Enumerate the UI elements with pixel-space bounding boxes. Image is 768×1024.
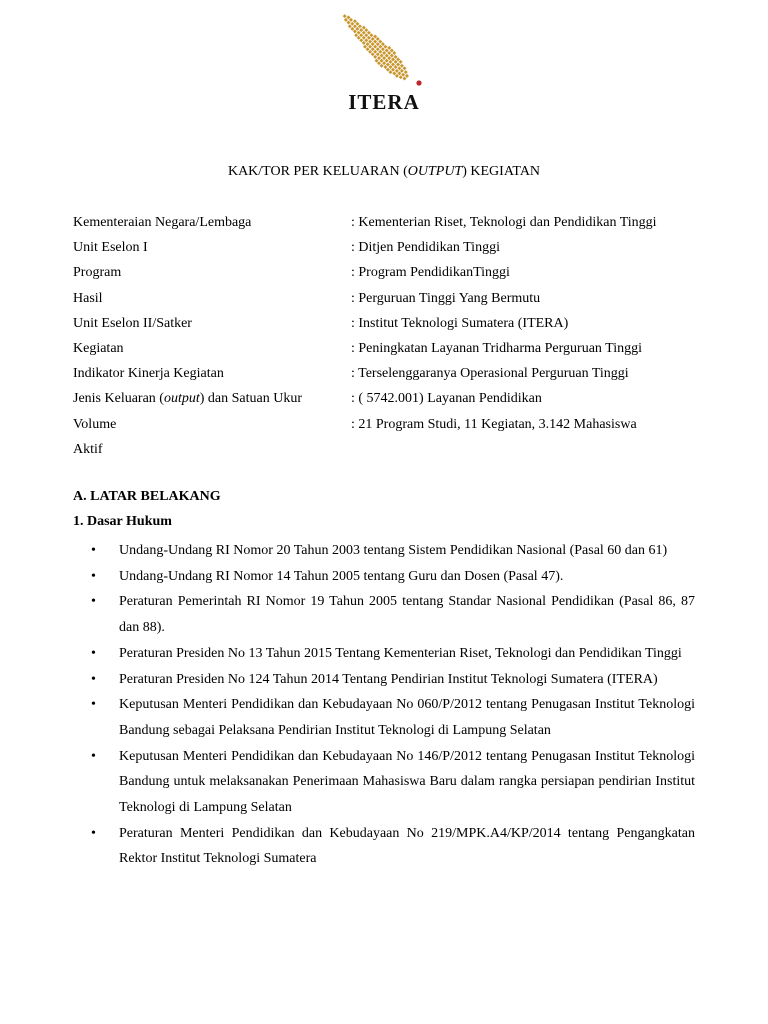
logo-dot: [367, 31, 371, 35]
meta-row: [73, 289, 733, 314]
bullet-icon: •: [91, 697, 96, 713]
logo-dot: [405, 74, 409, 78]
logo-dot: [403, 77, 407, 81]
logo-dot: [378, 45, 382, 49]
logo-dot: [386, 68, 390, 72]
logo-dot: [396, 63, 400, 67]
logo-dot: [376, 42, 380, 46]
list-item-text: Peraturan Presiden No 124 Tahun 2014 Tentang Pendirian Institut Teknologi Sumatera (ITERA): [119, 671, 658, 687]
logo-dot: [355, 27, 359, 31]
list-item-text: Undang-Undang RI Nomor 20 Tahun 2003 tentang Sistem Pendidikan Nasional (Pasal 60 dan 61): [119, 543, 668, 558]
logo-dot: [382, 56, 386, 60]
logo-dot: [357, 36, 361, 40]
logo-dot: [395, 69, 399, 73]
logo-dot: [375, 59, 379, 63]
list-item: [73, 589, 695, 640]
meta-value: : Peningkatan Layanan Tridharma Perguruan Tinggi: [351, 340, 642, 356]
meta-value: : Institut Teknologi Sumatera (ITERA): [351, 315, 569, 331]
logo-dot: [371, 37, 375, 41]
logo-dot: [353, 19, 357, 23]
logo-dot: [353, 24, 357, 28]
list-item: [73, 667, 695, 693]
meta-row: [73, 263, 733, 288]
meta-label-italic: output: [163, 391, 200, 407]
meta-label: Indikator Kinerja Kegiatan: [73, 366, 224, 382]
logo-dot: [400, 69, 404, 73]
logo-dot: [350, 27, 354, 31]
meta-label: Aktif: [73, 441, 103, 457]
logo-dot: [369, 33, 373, 37]
meta-value: : 21 Program Studi, 11 Kegiatan, 3.142 Mahasiswa: [351, 416, 637, 432]
logo-dot: [383, 45, 387, 49]
logo-dot: [368, 45, 372, 49]
logo-dot: [390, 54, 394, 58]
title-suffix: ) KEGIATAN: [462, 164, 541, 179]
logo-text: ITERA: [348, 90, 420, 114]
meta-row: [73, 339, 733, 364]
logo-dot: [389, 65, 393, 69]
meta-value: : Kementerian Riset, Teknologi dan Pendidikan Tinggi: [351, 215, 657, 230]
meta-label: Program: [73, 265, 122, 281]
logo-dot: [347, 21, 351, 25]
meta-label: Hasil: [73, 290, 103, 306]
list-item: [73, 564, 695, 590]
meta-row: [73, 314, 733, 339]
logo-dot: [377, 56, 381, 60]
logo-dot: [371, 42, 375, 46]
logo-dot: [391, 63, 395, 67]
logo-dot: [383, 65, 387, 69]
logo-dot: [394, 60, 398, 64]
meta-value: : Terselenggaranya Operasional Perguruan Tinggi: [351, 366, 629, 382]
logo-dot: [385, 59, 389, 63]
meta-value: : Ditjen Pendidikan Tinggi: [351, 240, 500, 256]
itera-logo: [328, 10, 440, 118]
logo-dot: [357, 31, 361, 35]
logo-dot: [385, 54, 389, 58]
logo-dot: [355, 22, 359, 26]
title-prefix: KAK/TOR PER KELUARAN (: [227, 164, 408, 179]
logo-dot: [389, 70, 393, 74]
logo-dot: [404, 70, 408, 74]
logo-dot: [364, 38, 368, 42]
logo-dot: [354, 33, 358, 37]
logo-dot: [373, 45, 377, 49]
list-item: [73, 744, 695, 821]
logo-dot: [373, 55, 377, 59]
logo-dot: [395, 74, 399, 78]
meta-row: [73, 213, 733, 238]
logo-dot: [362, 26, 366, 30]
bullet-icon: •: [91, 645, 96, 661]
meta-label: Unit Eselon I: [73, 240, 148, 256]
logo-dot: [397, 71, 401, 75]
logo-dot: [376, 47, 380, 51]
logo-dot: [385, 49, 389, 53]
bullet-icon: •: [91, 543, 96, 558]
page-title: [0, 164, 768, 180]
logo-dot: [349, 18, 353, 22]
meta-row: [73, 238, 733, 263]
logo-dot: [362, 36, 366, 40]
logo-dot: [399, 60, 403, 64]
logo-dot: [371, 52, 375, 56]
list-item-text: Peraturan Menteri Pendidikan dan Kebudayaan No 219/MPK.A4/KP/2014 tentang Pengangkatan Rektor Institut Teknologi Sumatera: [119, 825, 695, 867]
logo-dot: [348, 24, 352, 28]
logo-dot: [378, 50, 382, 54]
logo-dot: [397, 66, 401, 70]
list-item: [73, 641, 695, 667]
logo-dot: [364, 28, 368, 32]
meta-label: Kementeraian Negara/Lembaga: [73, 215, 252, 230]
logo-dot: [344, 18, 348, 22]
bullet-icon: •: [91, 748, 96, 764]
logo-dot: [359, 28, 363, 32]
logo-dot: [363, 45, 367, 49]
logo-dot: [392, 71, 396, 75]
logo-dot: [380, 64, 384, 68]
bullet-icon: •: [91, 825, 96, 841]
logo-dot: [400, 64, 404, 68]
logo-dot: [380, 59, 384, 63]
logo-dot: [391, 68, 395, 72]
list-item-text: Keputusan Menteri Pendidikan dan Kebudayaan No 146/P/2012 tentang Penugasan Institut Teknologi Bandung untuk melaksanakan Penerimaan Mahasiswa Baru dalam rangka persiapan pendirian Institut Teknologi di Lampung Selatan: [119, 748, 695, 816]
logo-dot: [378, 40, 382, 44]
logo-dot: [347, 15, 351, 19]
meta-label: Unit Eselon II/Satker: [73, 315, 192, 331]
list-item-text: Peraturan Presiden No 13 Tahun 2015 Tentang Kementerian Riset, Teknologi dan Pendidikan Tinggi: [119, 645, 682, 661]
logo-dot: [343, 14, 347, 18]
meta-label: Volume: [73, 416, 117, 432]
title-italic: OUTPUT: [407, 164, 463, 179]
section-heading-a: A. LATAR BELAKANG: [73, 489, 221, 504]
list-item: [73, 692, 695, 743]
bullet-icon: •: [91, 594, 96, 610]
logo-dot: [376, 37, 380, 41]
meta-row: [73, 440, 733, 465]
meta-label: [73, 389, 302, 409]
logo-dot: [394, 65, 398, 69]
logo-dot: [380, 54, 384, 58]
list-item-text: Peraturan Pemerintah RI Nomor 19 Tahun 2005 tentang Standar Nasional Pendidikan (Pasal 86, 87 dan 88).: [119, 594, 695, 636]
meta-row: [73, 389, 733, 414]
logo-dot: [353, 29, 357, 33]
meta-table: [73, 213, 733, 465]
meta-row: [73, 364, 733, 389]
logo-dot: [390, 49, 394, 53]
logo-dot: [382, 61, 386, 65]
logo-dot: [358, 24, 362, 28]
logo-dot: [401, 73, 405, 77]
logo-dot: [403, 66, 407, 70]
bullet-icon: •: [91, 671, 96, 687]
meta-value: : Program PendidikanTinggi: [351, 265, 510, 281]
list-item: [73, 538, 695, 564]
logo-dot: [391, 57, 395, 61]
logo-dot: [371, 47, 375, 51]
bullet-icon: •: [91, 568, 96, 584]
logo-dot: [387, 46, 391, 50]
meta-row: [73, 415, 733, 440]
logo-dot: [367, 36, 371, 40]
logo-dot: [386, 63, 390, 67]
logo-dot: [362, 41, 366, 45]
logo-dot: [373, 35, 377, 39]
logo-dot: [387, 56, 391, 60]
logo-dot: [359, 33, 363, 37]
meta-label-prefix: Jenis Keluaran (: [73, 391, 164, 407]
logo-dot: [359, 38, 363, 42]
logo-dot: [399, 75, 403, 79]
logo-dot: [368, 50, 372, 54]
logo-dot: [364, 33, 368, 37]
logo-dot: [376, 52, 380, 56]
logo-dot: [377, 61, 381, 65]
logo-dot: [362, 31, 366, 35]
list-item-text: Keputusan Menteri Pendidikan dan Kebudayaan No 060/P/2012 tentang Penugasan Institut Teknologi Bandung sebagai Pelaksana Pendirian Institut Teknologi di Lampung Selatan: [119, 697, 695, 738]
logo-dot: [381, 47, 385, 51]
logo-dot: [366, 42, 370, 46]
meta-label-suffix: ) dan Satuan Ukur: [199, 391, 303, 407]
logo-dot: [389, 60, 393, 64]
list-item-text: Undang-Undang RI Nomor 14 Tahun 2005 tentang Guru dan Dosen (Pasal 47).: [119, 568, 564, 584]
logo-dot: [373, 50, 377, 54]
logo-dot: [396, 57, 400, 61]
logo-dot: [366, 47, 370, 51]
section-heading-1: 1. Dasar Hukum: [73, 514, 172, 529]
logo-dot: [350, 22, 354, 26]
logo-dot: [392, 51, 396, 55]
logo-dot: [387, 51, 391, 55]
meta-label: Kegiatan: [73, 340, 124, 356]
logo-dot: [394, 55, 398, 59]
logo-dot: [381, 42, 385, 46]
logo-dot: [373, 40, 377, 44]
logo-red-dot: [416, 80, 421, 85]
sumatra-map-logo-icon: [328, 10, 440, 90]
legal-basis-list: [73, 538, 695, 872]
meta-value: : Perguruan Tinggi Yang Bermutu: [351, 290, 541, 306]
meta-value: : ( 5742.001) Layanan Pendidikan: [351, 391, 542, 407]
list-item: [73, 821, 695, 872]
logo-dot: [368, 40, 372, 44]
logo-dot: [382, 51, 386, 55]
